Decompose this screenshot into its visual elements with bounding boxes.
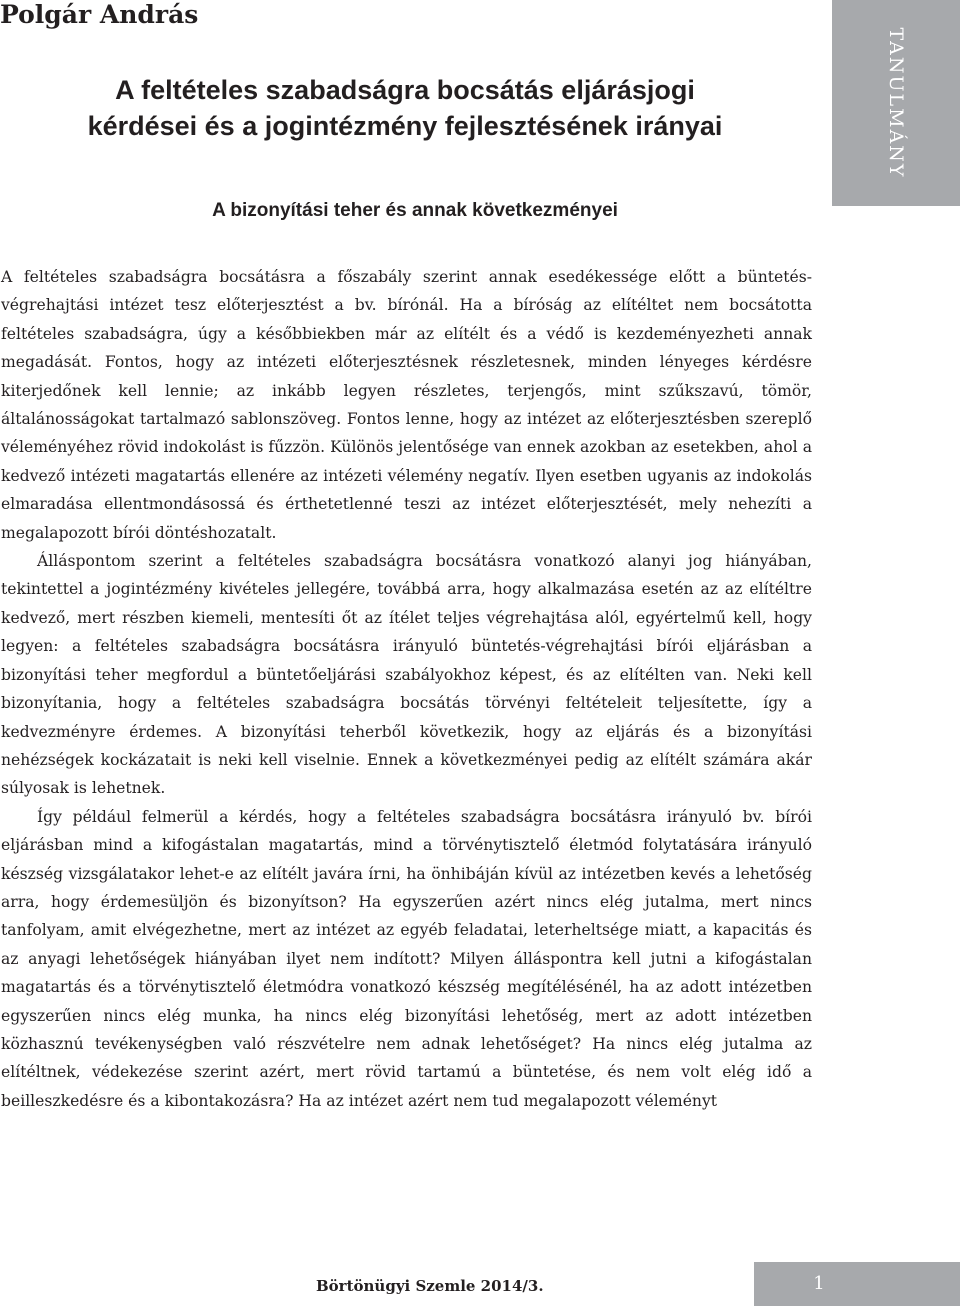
article-body [1, 263, 812, 1115]
article-title-line-1: A feltételes szabadságra bocsátás eljárásjogi [115, 75, 695, 105]
section-tab [832, 0, 960, 206]
paragraph: A feltételes szabadságra bocsátásra a főszabály szerint annak esedékessége előtt a büntetés-végrehajtási intézet tesz előterjesztést a bv. bírónál. Ha a bíróság az elítéltet nem bocsátotta feltételes szabadságra, úgy a későbbiekben már az elítélt és a védő is kezdeményezheti annak megadását. Fontos, hogy az intézeti előterjesztésnek részletesnek, minden lényeges kérdésre kiterjedőnek kell lennie; az inkább legyen részletes, terjengős, mint szűkszavú, tömör, általánosságokat tartalmazó sablonszöveg. Fontos lenne, hogy az intézet az előterjesztésben szereplő véleményéhez rövid indokolást is fűzzön. Különös jelentősége van ennek azokban az esetekben, ahol a kedvező intézeti magatartás ellenére az intézeti vélemény negatív. Ilyen esetben ugyanis az indokolás elmaradása ellentmondásossá és érthetetlenné teszi az intézet előterjesztését, mely nehezíti a megalapozott bírói döntéshozatalt. [1, 268, 812, 542]
article-title [0, 72, 810, 144]
page-number-tab [754, 1262, 960, 1306]
paragraph: Így például felmerül a kérdés, hogy a feltételes szabadságra bocsátásra irányuló bv. bírói eljárásban mind a kifogástalan magatartás, mind a törvénytisztelő életmód folytatására irányuló készség vizsgálatakor lehet-e az elítélt javára írni, ha önhibáján kívül az intézetben kevés a lehetőség arra, hogy érdemesüljön és bizonyítson? Ha egyszerűen azért nincs elég jutalma, mert nincs tanfolyam, amit elvégezhetne, mert az intézet az egyéb feladatai, leterheltsége miatt, a kapacitás és az anyagi lehetőségek hiányában ilyet nem indított? Milyen álláspontra kell jutni a kifogástalan magatartás és a törvénytisztelő életmódra vonatkozó készség megítélésénél, ha az adott intézetben egyszerűen nincs elég munka, ha nincs elég bizonyítási lehetőség, mert az adott intézetben közhasznú tevékenységben való részvételre nem adnak lehetőséget? Ha nincs elég jutalma az elítéltnek, védekezése szerint azért, mert rövid tartamú a büntetése, és nem volt elég idő a beilleszkedésre és a kibontakozásra? Ha az intézet azért nem tud megalapozott véleményt [1, 807, 812, 1110]
page-number: 1 [813, 1273, 825, 1294]
author-name: Polgár András [0, 0, 199, 29]
journal-name: Börtönügyi Szemle 2014/3. [316, 1277, 544, 1295]
section-subtitle: A bizonyítási teher és annak következményei [212, 200, 618, 221]
article-title-line-2: kérdései és a jogintézmény fejlesztésének irányai [87, 111, 723, 141]
section-label: TANULMÁNY [885, 27, 907, 179]
paragraph: Álláspontom szerint a feltételes szabadságra bocsátásra vonatkozó alanyi jog hiányában, tekintettel a jogintézmény kivételes jellegére, továbbá arra, hogy alkalmazása esetén az az elítéltre kedvező, mert részben kiemeli, mentesíti őt az ítélet teljes végrehajtása alól, egyértelmű kell, hogy legyen: a feltételes szabadságra bocsátásra irányuló büntetés-végrehajtási bírói eljárásban a bizonyítási teher megfordul a büntetőeljárási szabályokhoz képest, és az elítélten van. Neki kell bizonyítania, hogy a feltételes szabadságra bocsátás törvényi feltételeit teljesítette, így a kedvezményre érdemes. A bizonyítási teherből következik, hogy az eljárás és a bizonyítási nehézségek kockázatait is neki kell viselnie. Ennek a következményei pedig az elítélt számára akár súlyosak is lehetnek. [1, 552, 812, 798]
